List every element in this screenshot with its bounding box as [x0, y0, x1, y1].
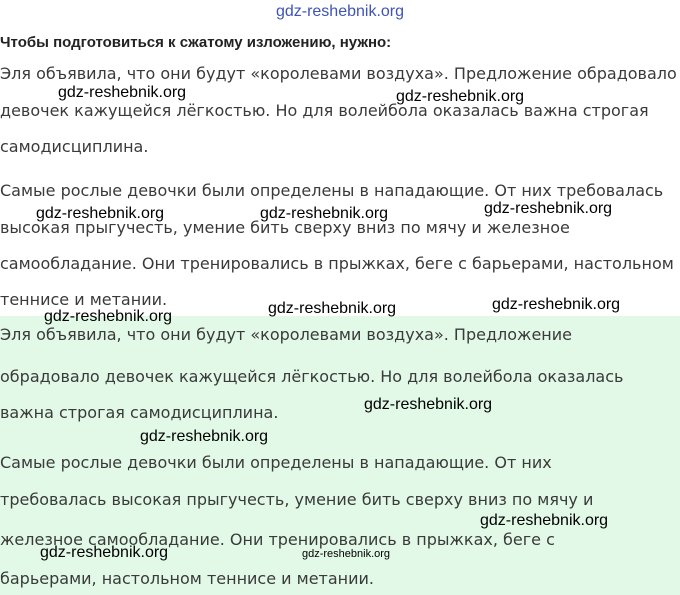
watermark-9: gdz-reshebnik.org [364, 396, 493, 413]
watermark-10: gdz-reshebnik.org [140, 428, 269, 445]
answer-p1-line-3: важна строгая самодисциплина. [0, 403, 279, 422]
answer-p2-line-4: барьерами, настольном теннисе и метании. [0, 569, 375, 588]
original-p2-line-2: высокая прыгучесть, умение бить сверху вниз по мячу и железное [0, 218, 570, 237]
task-heading: Чтобы подготовиться к сжатому изложению, нужно: [0, 34, 392, 51]
watermark-11: gdz-reshebnik.org [480, 512, 609, 529]
answer-p2-line-2: требовалась высокая прыгучесть, умение бить сверху вниз по мячу и [0, 490, 594, 509]
watermark-12: gdz-reshebnik.org [40, 544, 169, 561]
answer-p1-line-1: Эля объявила, что они будут «королевами воздуха». Предложение [0, 325, 572, 344]
answer-p2-line-1: Самые рослые девочки были определены в нападающие. От них [0, 453, 552, 472]
watermark-5: gdz-reshebnik.org [260, 205, 389, 222]
watermark-1: gdz-reshebnik.org [58, 84, 187, 101]
original-p2-line-4: теннисе и метании. [0, 290, 168, 309]
watermark-8: gdz-reshebnik.org [44, 308, 173, 325]
watermark-2: gdz-reshebnik.org [396, 88, 525, 105]
original-p1-line-1: Эля объявила, что они будут «королевами воздуха». Предложение обрадовало [0, 64, 677, 83]
original-p1-line-3: самодисциплина. [0, 137, 149, 156]
original-p2-line-1: Самые рослые девочки были определены в нападающие. От них требовалась [0, 181, 664, 200]
watermark-7: gdz-reshebnik.org [268, 300, 397, 317]
answer-p1-line-2: обрадовало девочек кажущейся лёгкостью. Но для волейбола оказалась [0, 367, 624, 386]
site-watermark-top[interactable]: gdz-reshebnik.org [275, 3, 405, 20]
answer-p2-line-3: железное самообладание. Они тренировались в прыжках, беге с [0, 530, 555, 549]
original-p2-line-3: самообладание. Они тренировались в прыжках, беге с барьерами, настольном [0, 254, 674, 273]
watermark-3: gdz-reshebnik.org [484, 200, 613, 217]
watermark-6: gdz-reshebnik.org [492, 296, 621, 313]
watermark-small: gdz-reshebnik.org [302, 548, 391, 560]
watermark-4: gdz-reshebnik.org [36, 205, 165, 222]
original-p1-line-2: девочек кажущейся лёгкостью. Но для волейбола оказалась важна строгая [0, 101, 649, 120]
